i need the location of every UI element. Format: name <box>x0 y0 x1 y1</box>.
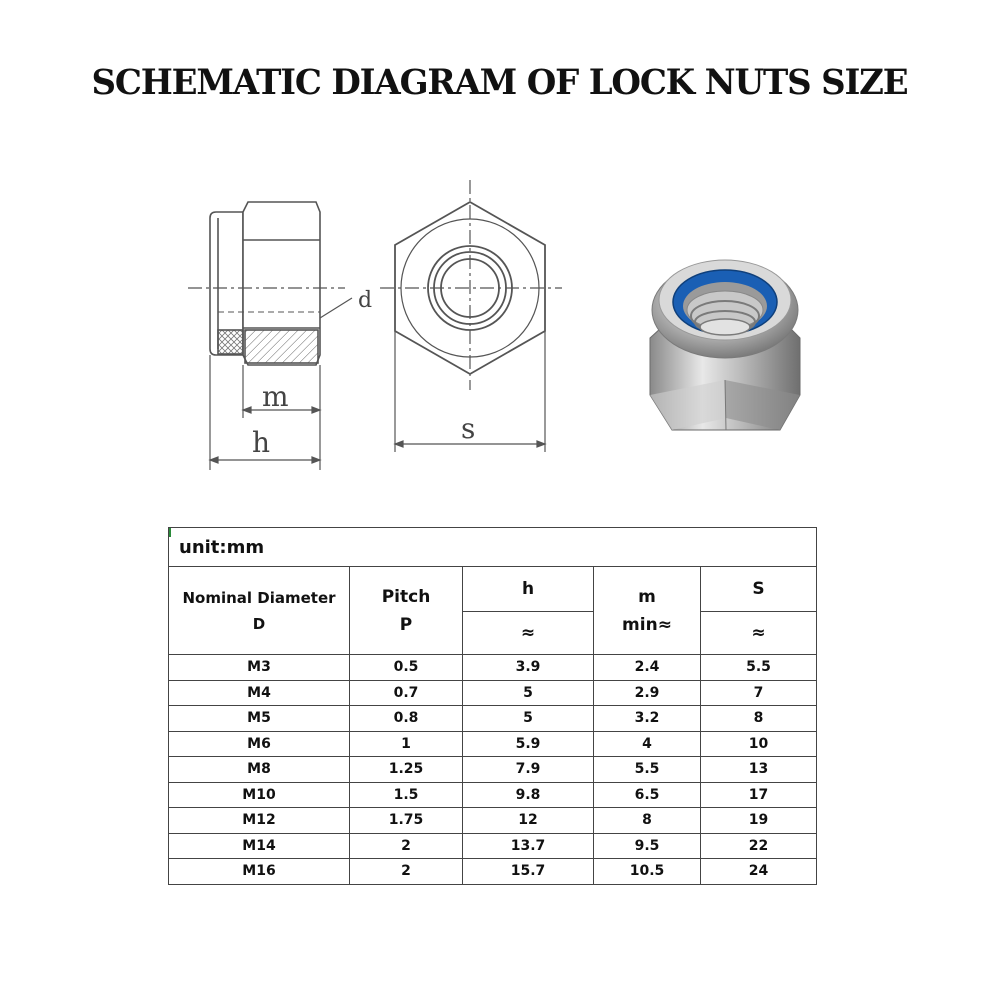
cell-nominal-diameter: M4 <box>169 680 350 706</box>
table-row <box>169 782 817 808</box>
insert-section-hatch <box>218 330 243 354</box>
header-pitch-line1: Pitch <box>381 586 431 607</box>
thread-section-hatch <box>245 330 318 363</box>
table-row <box>169 808 817 834</box>
cell-m: 10.5 <box>594 859 701 885</box>
lock-nut-photo <box>650 260 800 430</box>
header-m <box>594 567 701 655</box>
header-s: S <box>701 567 817 612</box>
cell-pitch: 1 <box>350 731 463 757</box>
cell-m: 2.4 <box>594 655 701 681</box>
cell-nominal-diameter: M14 <box>169 833 350 859</box>
table-row <box>169 833 817 859</box>
header-nominal-line1: Nominal Diameter <box>182 588 336 607</box>
cell-pitch: 1.75 <box>350 808 463 834</box>
cell-pitch: 0.8 <box>350 706 463 732</box>
header-pitch-line2: P <box>399 614 413 635</box>
header-pitch <box>350 567 463 655</box>
side-view <box>188 202 352 365</box>
unit-label: unit:mm <box>169 528 817 567</box>
header-m-line1: m <box>638 586 656 607</box>
table-row <box>169 859 817 885</box>
page-title: SCHEMATIC DIAGRAM OF LOCK NUTS SIZE <box>91 62 908 103</box>
cell-m: 8 <box>594 808 701 834</box>
cell-m: 2.9 <box>594 680 701 706</box>
header-h: h <box>463 567 594 612</box>
s-dimension-label: s <box>461 412 476 445</box>
cell-s: 7 <box>701 680 817 706</box>
cell-s: 10 <box>701 731 817 757</box>
cell-nominal-diameter: M5 <box>169 706 350 732</box>
header-h-approx: ≈ <box>463 612 594 655</box>
cell-s: 22 <box>701 833 817 859</box>
table-row <box>169 731 817 757</box>
d-dimension-label: d <box>358 288 373 313</box>
cell-s: 5.5 <box>701 655 817 681</box>
cell-nominal-diameter: M3 <box>169 655 350 681</box>
cell-s: 17 <box>701 782 817 808</box>
cell-pitch: 2 <box>350 833 463 859</box>
cell-s: 19 <box>701 808 817 834</box>
cell-h: 7.9 <box>463 757 594 783</box>
header-s-approx: ≈ <box>701 612 817 655</box>
cell-nominal-diameter: M16 <box>169 859 350 885</box>
cell-pitch: 1.25 <box>350 757 463 783</box>
cell-nominal-diameter: M6 <box>169 731 350 757</box>
table-row <box>169 706 817 732</box>
table-row <box>169 655 817 681</box>
m-dimension-label: m <box>262 380 289 413</box>
size-table <box>168 527 817 885</box>
cell-pitch: 0.5 <box>350 655 463 681</box>
cell-s: 8 <box>701 706 817 732</box>
top-view <box>380 180 562 390</box>
table-row <box>169 757 817 783</box>
cell-s: 13 <box>701 757 817 783</box>
cell-h: 15.7 <box>463 859 594 885</box>
cell-h: 12 <box>463 808 594 834</box>
cell-h: 9.8 <box>463 782 594 808</box>
cell-h: 3.9 <box>463 655 594 681</box>
table-body <box>169 655 817 885</box>
cell-m: 6.5 <box>594 782 701 808</box>
h-dimension-label: h <box>252 426 271 459</box>
cell-h: 5.9 <box>463 731 594 757</box>
table-row <box>169 680 817 706</box>
cell-nominal-diameter: M12 <box>169 808 350 834</box>
cell-pitch: 2 <box>350 859 463 885</box>
cell-pitch: 1.5 <box>350 782 463 808</box>
header-nominal-diameter <box>169 567 350 655</box>
cell-m: 3.2 <box>594 706 701 732</box>
cell-h: 5 <box>463 680 594 706</box>
cell-s: 24 <box>701 859 817 885</box>
header-nominal-line2: D <box>252 614 266 633</box>
header-m-line2: min≈ <box>622 614 672 635</box>
cell-nominal-diameter: M10 <box>169 782 350 808</box>
cell-h: 13.7 <box>463 833 594 859</box>
cell-nominal-diameter: M8 <box>169 757 350 783</box>
cell-h: 5 <box>463 706 594 732</box>
cell-m: 4 <box>594 731 701 757</box>
cell-m: 5.5 <box>594 757 701 783</box>
cell-pitch: 0.7 <box>350 680 463 706</box>
cell-m: 9.5 <box>594 833 701 859</box>
